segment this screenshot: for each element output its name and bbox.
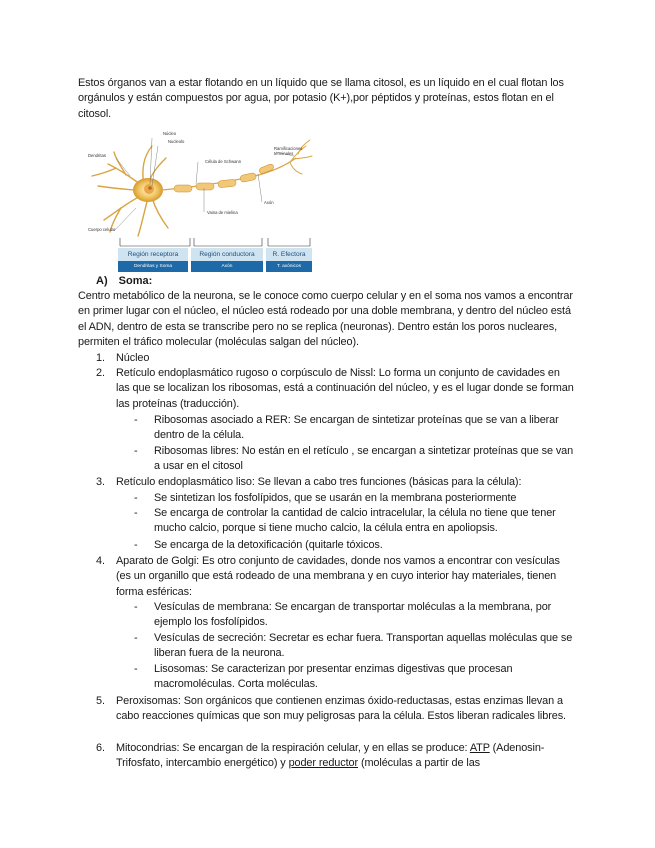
list-item: [96, 351, 576, 366]
mitocondrias-text-c: (moléculas a partir de las: [360, 757, 481, 770]
list-item: [96, 366, 576, 412]
label-nucleolo: Nucleolo: [168, 139, 185, 144]
sub-list-item: [134, 631, 574, 662]
sub-list-item: [134, 491, 574, 506]
region-title: Región conductora: [199, 251, 255, 258]
dash-bullet: -: [134, 492, 138, 504]
list-item: [96, 694, 576, 725]
mitocondrias-text-b: (Adenosin-Trifosfato, intercambio energético) y: [116, 742, 545, 770]
region-brackets: [118, 236, 314, 248]
sub-text: Vesículas de membrana: Se encargan de transportar moléculas a la membrana, por ejemplo los fosfolípidos.: [154, 601, 552, 629]
label-axon: Axón: [264, 200, 274, 205]
section-title: Soma:: [118, 275, 153, 287]
region-conductora: [191, 248, 263, 272]
poder-reductor-term: poder reductor: [288, 757, 358, 770]
dash-bullet: -: [134, 445, 138, 457]
list-text: Aparato de Golgi: Es otro conjunto de cavidades, donde nos vamos a encontrar con vesículas (es un organillo que está rodeado de una membrana y en cuyo interior hay materiales, tienen forma esféricas:: [116, 555, 560, 598]
sub-list-item: [134, 413, 574, 444]
label-nucleo: Núcleo: [163, 131, 177, 136]
region-receptora: [118, 248, 188, 272]
region-subtitle: Axón: [191, 261, 263, 272]
region-title: Región receptora: [127, 251, 179, 258]
label-dendritas: Dendritas: [88, 153, 106, 158]
list-item: [96, 475, 576, 490]
region-title: R. Efectora: [272, 251, 306, 258]
sub-text: Se encarga de controlar la cantidad de calcio intracelular, la célula no tiene que tener mucho calcio, porque si tiene mucho calcio, la célula entra en apoliopsis.: [154, 507, 556, 535]
list-number: 1.: [96, 352, 105, 364]
sub-text: Ribosomas asociado a RER: Se encargan de sintetizar proteínas que se van a liberar dentro de la célula.: [154, 414, 559, 442]
dash-bullet: -: [134, 414, 138, 426]
region-subtitle: T. axónicos: [266, 261, 312, 272]
list-text: [116, 741, 576, 772]
list-item: [96, 741, 576, 772]
dash-bullet: -: [134, 663, 138, 675]
list-text: Peroxisomas: Son orgánicos que contienen enzimas óxido-reductasas, estas enzimas llevan a cabo reacciones químicas que son muy peligrosas para la célula. Estos liberan radicales libres.: [116, 695, 566, 723]
sub-list-item: [134, 538, 574, 553]
sub-list-item: [134, 506, 574, 537]
section-marker: A): [96, 275, 108, 287]
label-ramificaciones: Ramificaciones terminales: [274, 146, 303, 156]
soma-paragraph: Centro metabólico de la neurona, se le conoce como cuerpo celular y en el soma nos vamos a encontrar en primer lugar con el núcleo, el núcleo está rodeado por una doble membrana, y dentro del núcleo está el ADN, dentro de esta se transcribe pero no se replica (neuronas). Dentro están los poros nucleares, permiten el tráfico molecular (moléculas salgan del núcleo).: [78, 290, 573, 349]
list-item: [96, 554, 576, 600]
sub-text: Se encarga de la detoxificación (quitarle tóxicos.: [154, 539, 383, 551]
sub-text: Se sintetizan los fosfolípidos, que se usarán en la membrana posteriormente: [154, 492, 517, 504]
sub-list-item: [134, 444, 574, 475]
intro-paragraph: Estos órganos van a estar flotando en un líquido que se llama citosol, es un líquido en el cual flotan los orgánulos y están compuestos por agua, por potasio (K+),por péptidos y proteínas, estos flotan en el citosol.: [78, 77, 564, 120]
label-cuerpo-celular: Cuerpo celular: [88, 227, 116, 232]
mitocondrias-text-a: Mitocondrias: Se encargan de la respiración celular, y en ellas se produce:: [116, 742, 468, 754]
atp-term: ATP: [469, 742, 490, 754]
region-efectora: [266, 248, 312, 272]
sub-text: Vesículas de secreción: Secretar es echar fuera. Transportan aquellas moléculas que se liberan fuera de la neurona.: [154, 632, 573, 660]
list-text: Núcleo: [116, 352, 150, 364]
list-number: 2.: [96, 367, 105, 379]
list-text: Retículo endoplasmático rugoso o corpúsculo de Nissl: Lo forma un conjunto de cavidades en las que se localizan los ribosomas, está a continuación del núcleo, y es el lugar donde se forman las proteínas (traducción).: [116, 367, 574, 410]
list-number: 6.: [96, 742, 105, 754]
sub-list-item: [134, 662, 574, 693]
label-schwann: Célula de Schwann: [205, 159, 242, 164]
sub-text: Ribosomas libres: No están en el retículo , se encargan a sintetizar proteínas que se van a usar en el citosol: [154, 445, 574, 473]
dash-bullet: -: [134, 539, 138, 551]
label-vaina: Vaina de mielina: [207, 210, 238, 215]
section-heading: [96, 274, 152, 289]
list-text: Retículo endoplasmático liso: Se llevan a cabo tres funciones (básicas para la célula):: [116, 476, 522, 488]
list-number: 3.: [96, 476, 105, 488]
list-number: 5.: [96, 695, 105, 707]
dash-bullet: -: [134, 601, 138, 613]
list-number: 4.: [96, 555, 105, 567]
sub-text: Lisosomas: Se caracterizan por presentar enzimas digestivas que procesan macromoléculas. Corta moléculas.: [154, 663, 513, 691]
sub-list-item: [134, 600, 574, 631]
dash-bullet: -: [134, 507, 138, 519]
dash-bullet: -: [134, 632, 138, 644]
region-subtitle: Dendritas y Soma: [118, 261, 188, 272]
